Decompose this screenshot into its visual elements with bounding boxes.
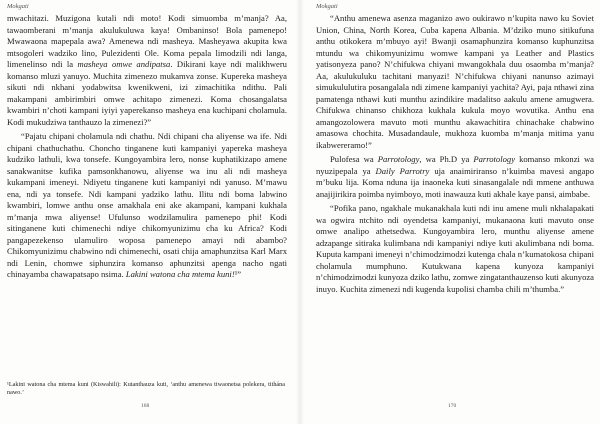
left-running-head: Mokgati: [7, 3, 29, 10]
right-page-number: 170: [448, 403, 457, 409]
right-emphasis-2: Daily Parrotry: [375, 165, 430, 176]
left-paragraph-2-text: “Pajatu chipani cholamula ndi chathu. Ndi chipani cha aliyense wa ife. Ndi chipani chathuchathu. Choncho tinganene kuti kampaniyi yapereka masheya kudziko lathuli, kwa tonsefe. Kungoyambira lero, nonse kuphatikizapo amene sanakwanitse kufika pamsonkhanowu, aliyense wa inu ali ndi masheya kukampani imeneyi. Ndiyetu tinganene kuti kampaniyi ndi yanuso. M’mawu ena, ndi ya tonsefe. Ndi kampani yadziko lathu. Ilitu ndi boma labwino kwambiri, lomwe anthu onse amakhala eni ake akampani, kampani kukhala m’manja mwa aliyense! Ufulunso wodzilamulira pamenepo phi! Kodi sitinganene kuti chimenechi ndiye chikomyunizimu cha ku Africa? Kodi pangapezekenso ulamuliro woposa pamenepo amayi ndi abambo? Chikomyunizimu chabwino ndi chimenechi, osati chija amaphunzitsa Karl Marx ndi Lenin, chomwe siphunzira komanso aphunzitsi apenga nacho ngati chinayamba chawapatsapo nsima.: [7, 131, 287, 279]
right-paragraph-1: “Anthu amenewa asenza maganizo awo oukirawo n’kupita nawo ku Soviet Union, China, North Korea, Cuba kapena Albania. M’dziko muno sitikufuna anthu otikokera m’mbuyo ayi! Bwanji osamaphunzira komanso kuphunzitsa mtundu wa chikomyunizimu womwe kampani ya Leather and Plastics yatisonyeza pano? N’chifukwa chiyani mwangokhala duu osaomba m’manja? Aa, akulukuluku tachitani manyazi! N’chifukwa chiyani nanunso azimayi simukululutira posangalala ndi zimene kampaniyi yachita? Ayi, paja nthawi zina pamatenga nthawi kuti munthu azindikire madalitso aakulu amene amugwera. Chifukwa chinanso chikhoza kukhala kukula moyo wovutika. Anthu ena amangozolowera mavuto moti munthu akawachitira chinachake chabwino amasowa chochita. Musadandaule, mukhoza kuomba m’manja mitima yanu ikabwereramo!”: [316, 13, 594, 150]
left-paragraph-2-close: ¹”: [234, 269, 242, 279]
left-paragraph-1-text-b: . Dikirani kaye ndi malikhweru komanso mluzi yanuyo. Muchita zimenezo mukamva zonse. Kupereka masheya sikuti ndi nkhani yodabwitsa kwenikweni, izi zimachitika ndithu. Pali makampani ambirimbiri omwe achitapo zimenezi. Koma chosangalatsa kwambiri n’choti kampani iyiyi yaperekanso masheya ena kuchipani cholamula. Kodi mukudziwa tanthauzo la zimenezi?”: [7, 59, 287, 127]
left-page: [0, 0, 287, 424]
right-page: [300, 0, 594, 424]
right-emphasis-1: Parrotology: [377, 154, 420, 164]
footnote: ¹Lakini watona cha mtema kuni (Kiswahili): Kutanthauza kuti, ‘anthu amenewa tiwaonetsa polekera, tithána nawo.’: [7, 381, 285, 396]
right-emphasis-1b: Parrotology: [473, 154, 516, 164]
right-paragraph-2-text-c: komanso mkonzi wa nyuzipepala ya: [316, 154, 594, 176]
right-page-body: [316, 13, 594, 295]
right-paragraph-2: [316, 154, 594, 200]
left-paragraph-2: [7, 131, 287, 281]
left-emphasis-1: masheya omwe andipatsa: [77, 59, 171, 69]
left-emphasis-2: Lakini watona cha mtema kuni!: [125, 269, 235, 279]
left-paragraph-1-text-a: mwachitazi. Muzigona kutali ndi moto! Kodi simuomba m’manja? Aa, tawaomberani m’manja akulukuluwa kaya! Ombaninso! Bola pamenepo! Mwawaona mapepala awa? Amenewa ndi masheya. Masheyawa akupita kwa mtsogoleri wadziko lino, Pulezidenti Ole. Koma pepala limodzili ndi langa, limenelinso ndi la: [7, 13, 287, 69]
right-running-head: Mokgati: [316, 3, 338, 10]
right-paragraph-2-text-a: Pulofesa wa: [330, 154, 378, 164]
right-paragraph-3: “Pofika pano, ngakhale mukanakhala kuti ndi inu amene muli nkhalapakati wa ogwira ntchito ndi oyendetsa kampaniyi, mukanaona kuti mavuto onse omwe analipo athetsedwa. Kungoyambira lero, munthu aliyense amene adzapange sitiraka kulimbana ndi kampaniyi ndiye kuti akulimbana ndi boma. Kuputa kampani imeneyi n’chimodzimodzi kutenga chala n’kumatokosa chipani cholamula mumphuno. Kutukwana kapena kunyoza kampaniyi n’chimodzimodzi kunyoza dziko lathu, zomwe zingatanthauzenso kuti akunyoza inuyo. Kuchita zimenezi ndi kugenda kupolisi chamba chili m’thumba.”: [316, 203, 594, 294]
right-paragraph-2-text-b: , wa Ph.D ya: [419, 154, 474, 164]
left-page-number: 168: [141, 403, 150, 409]
left-page-body: [7, 13, 287, 281]
left-paragraph-1: [7, 13, 287, 128]
right-paragraph-2-text-d: uja anaimiriranso n’kuimba mavesi angapo m’buku lija. Koma nduna ija inaoneka kuti sinasangalale ndi mmene anthuwa anajijirikira poimba nyimboyo, moti inawauza kuti akhale kaye pansi, aimbabe.: [316, 165, 594, 199]
